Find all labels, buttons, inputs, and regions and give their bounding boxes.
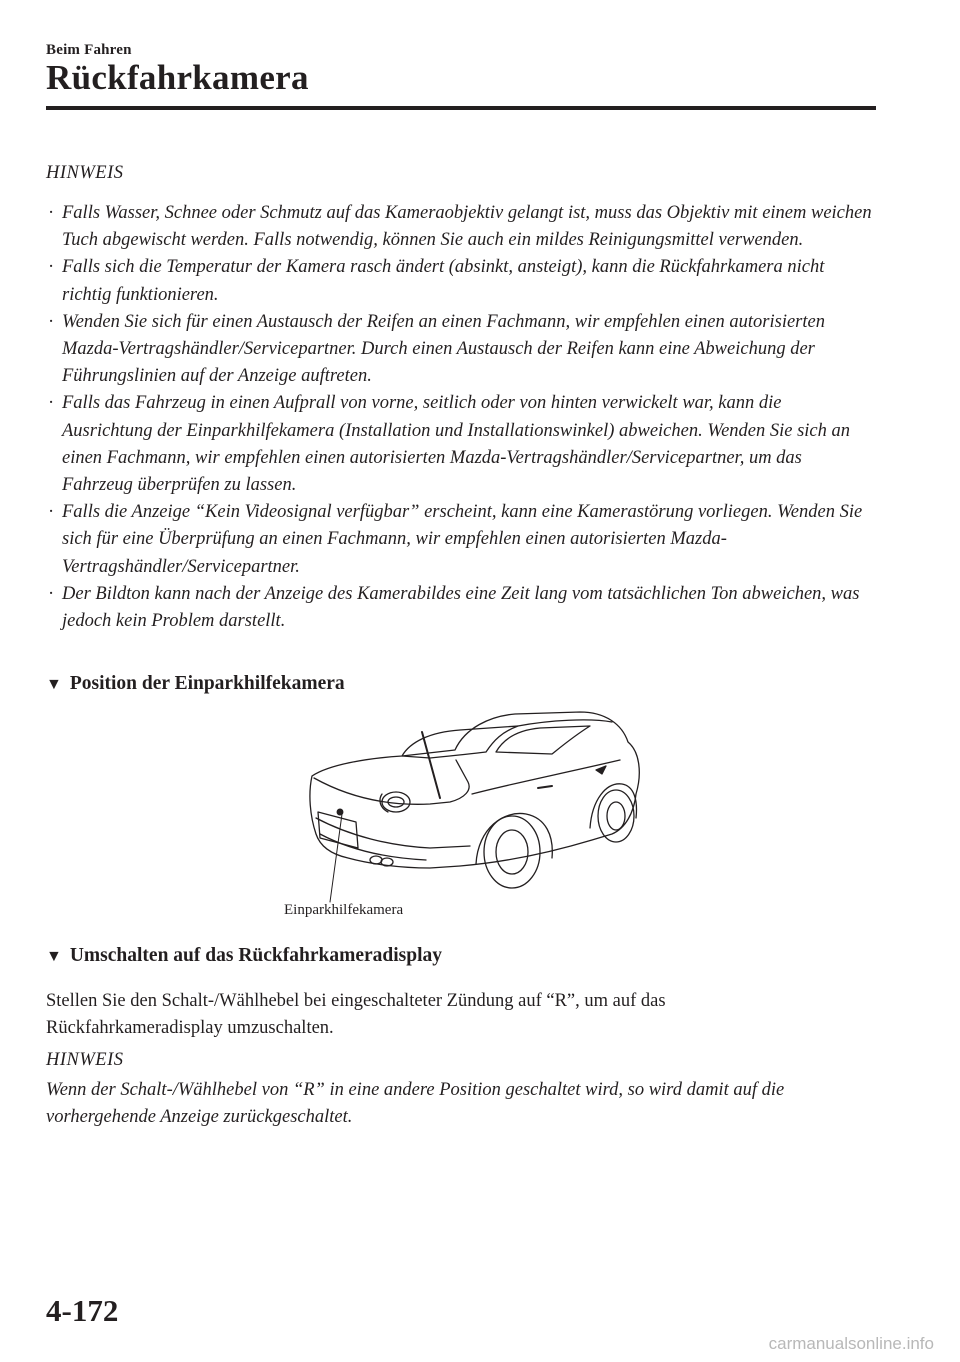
- car-rear-illustration: [290, 708, 650, 908]
- page-title: Rückfahrkamera: [46, 58, 309, 97]
- note-item: [46, 499, 876, 581]
- note-item: [46, 254, 876, 308]
- note-item: [46, 200, 876, 254]
- section-heading-switch: [46, 945, 442, 967]
- bullet-icon: ·: [48, 257, 55, 278]
- note-item: [46, 390, 876, 499]
- note-item-text: Falls die Anzeige “Kein Videosignal verfügbar” erscheint, kann eine Kamerastörung vorliegen. Wenden Sie sich für eine Überprüfung an einen Fachmann, wir empfehlen einen autorisierten Mazda-Vertragshändler/Servicepartner.: [62, 502, 863, 577]
- roof-line: [518, 720, 612, 726]
- title-rule: [46, 106, 876, 110]
- triangle-down-icon: ▼: [46, 676, 62, 693]
- note-item-text: Falls Wasser, Schnee oder Schmutz auf das Kameraobjektiv gelangt ist, muss das Objektiv mit einem weichen Tuch abgewischt werden. Falls notwendig, können Sie auch ein mildes Reinigungsmittel verwenden.: [62, 203, 872, 251]
- bullet-icon: ·: [48, 203, 55, 223]
- car-body-outline: [310, 712, 639, 868]
- section-heading-position: [46, 673, 345, 695]
- section-heading-text: Umschalten auf das Rückfahrkameradisplay: [69, 945, 443, 966]
- triangle-down-icon: ▼: [46, 948, 62, 965]
- bullet-icon: ·: [48, 583, 55, 604]
- note-heading: HINWEIS: [46, 163, 124, 183]
- note-item: [46, 309, 876, 391]
- page-number: 4-172: [46, 1293, 119, 1328]
- note-item-text: Falls sich die Temperatur der Kamera rasch ändert (absinkt, ansteigt), kann die Rückfahrkamera nicht richtig funktionieren.: [62, 257, 825, 305]
- note-item: [46, 581, 876, 635]
- side-window: [496, 726, 590, 754]
- exhaust-pipe: [370, 856, 382, 864]
- section-heading-text: Position der Einparkhilfekamera: [69, 673, 345, 694]
- front-wheel: [598, 790, 634, 842]
- note-item-text: Falls das Fahrzeug in einen Aufprall von vorne, seitlich oder von hinten verwickelt war, kann die Ausrichtung der Einparkhilfekamera (Installation und Installationswinkel) abweichen. Wenden Sie sich an einen Fachmann, wir empfehlen einen autorisierten Mazda-Vertragshändler/Servicepartner, um das Fahrzeug überprüfen zu lassen.: [62, 393, 851, 496]
- section-label: Beim Fahren: [46, 42, 132, 58]
- bullet-icon: ·: [48, 311, 55, 332]
- bullet-icon: ·: [48, 393, 55, 414]
- note-body: Wenn der Schalt-/Wählhebel von “R” in eine andere Position geschaltet wird, so wird damit auf die vorhergehende Anzeige zurückgeschaltet.: [46, 1080, 785, 1128]
- figure-caption: Einparkhilfekamera: [284, 902, 404, 918]
- body-paragraph: Stellen Sie den Schalt-/Wählhebel bei eingeschalteter Zündung auf “R”, um auf das Rückfahrkameradisplay umzuschalten.: [46, 991, 666, 1039]
- rear-wheel-arch: [476, 813, 552, 864]
- watermark: carmanualsonline.info: [768, 1334, 934, 1353]
- rear-wheel: [484, 816, 540, 888]
- note-item-text: Der Bildton kann nach der Anzeige des Kamerabildes eine Zeit lang vom tatsächlichen Ton abweichen, was jedoch kein Problem darstellt.: [62, 583, 860, 632]
- antenna: [422, 732, 440, 798]
- note-list: [46, 200, 876, 635]
- note-item-text: Wenden Sie sich für einen Austausch der Reifen an einen Fachmann, wir empfehlen einen autorisierten Mazda-Vertragshändler/Servicepartner. Durch einen Austausch der Reifen kann eine Abweichung der Führungslinien auf der Anzeige auftreten.: [62, 311, 825, 387]
- note-heading: HINWEIS: [46, 1050, 124, 1070]
- bullet-icon: ·: [48, 502, 55, 523]
